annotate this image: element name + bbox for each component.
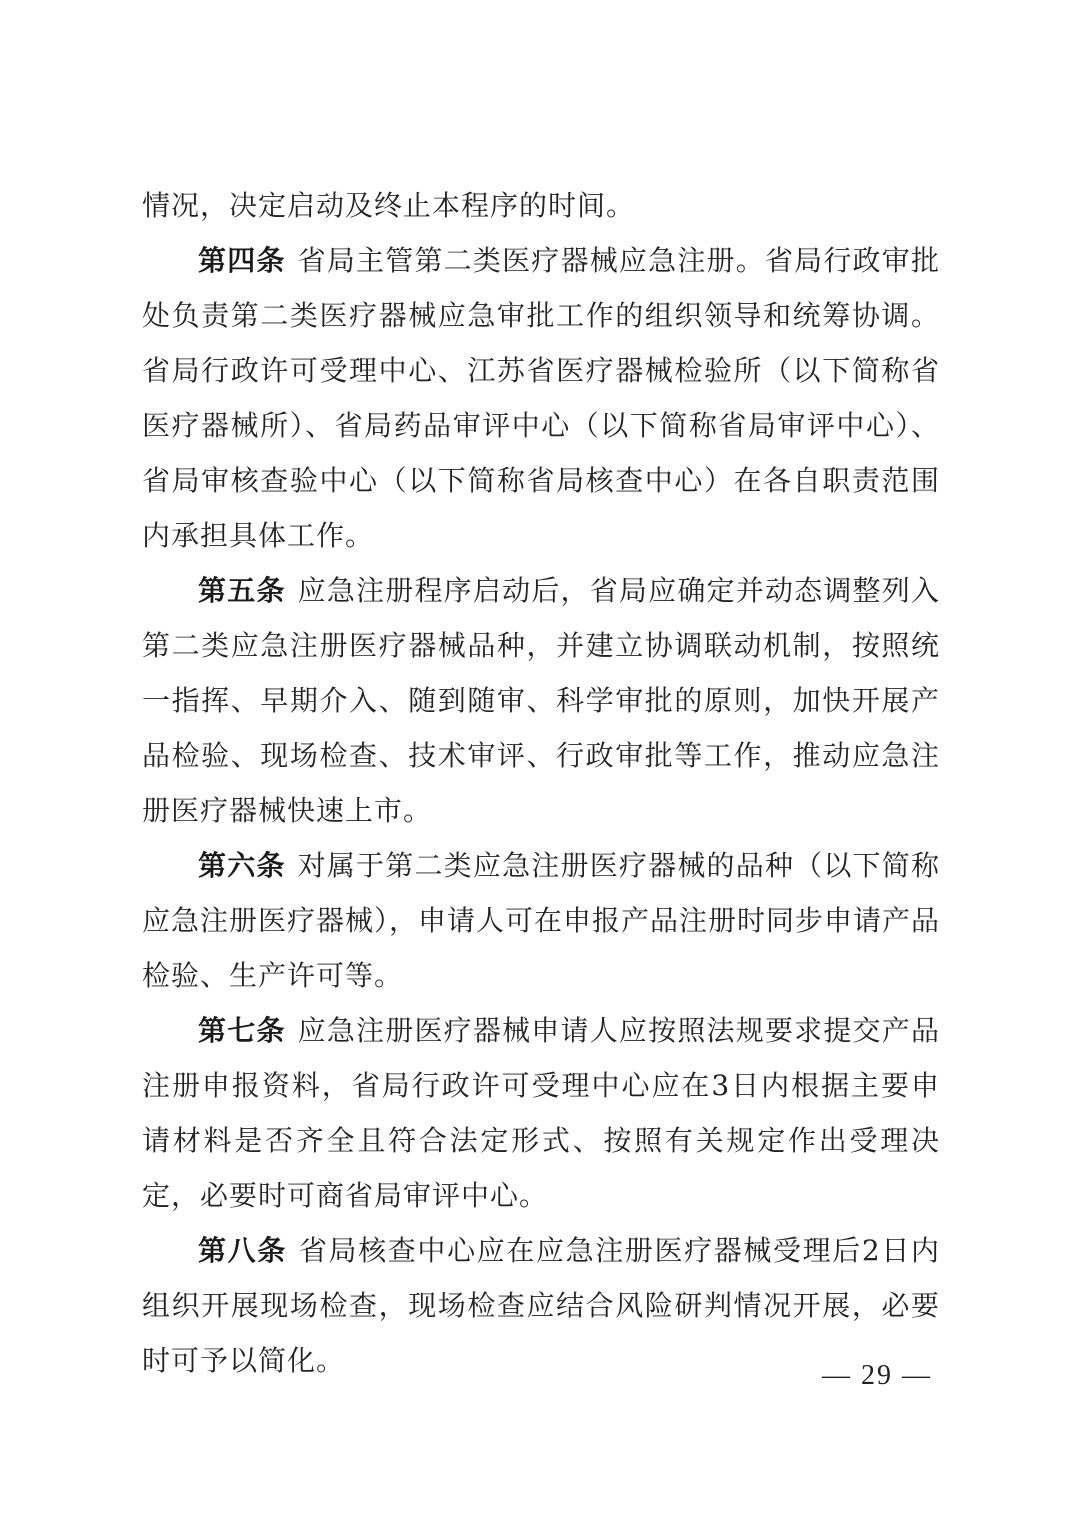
article-heading: 第四条 <box>198 244 286 277</box>
article-heading: 第七条 <box>198 1014 286 1047</box>
article-5 <box>142 563 940 838</box>
article-7 <box>142 1003 940 1223</box>
article-text: 对属于第二类应急注册医疗器械的品种（以下简称应急注册医疗器械），申请人可在申报产品注册时同步申请产品检验、生产许可等。 <box>142 849 941 992</box>
article-heading: 第六条 <box>198 849 286 882</box>
article-6 <box>142 838 940 1003</box>
article-heading: 第五条 <box>198 574 286 607</box>
article-text: 省局核查中心应在应急注册医疗器械受理后2日内组织开展现场检查，现场检查应结合风险研判情况开展，必要时可予以简化。 <box>142 1234 940 1377</box>
article-text: 应急注册医疗器械申请人应按照法规要求提交产品注册申报资料，省局行政许可受理中心应在3日内根据主要申请材料是否齐全且符合法定形式、按照有关规定作出受理决定，必要时可商省局审评中心。 <box>142 1014 940 1212</box>
article-text: 省局主管第二类医疗器械应急注册。省局行政审批处负责第二类医疗器械应急审批工作的组织领导和统筹协调。省局行政许可受理中心、江苏省医疗器械检验所（以下简称省医疗器械所）、省局药品审评中心（以下简称省局审评中心）、省局审核查验中心（以下简称省局核查中心）在各自职责范围内承担具体工作。 <box>142 244 940 552</box>
document-body <box>142 178 940 1388</box>
article-4 <box>142 233 940 563</box>
article-8 <box>142 1223 940 1388</box>
page-number: — 29 — <box>822 1360 932 1391</box>
article-heading: 第八条 <box>198 1234 287 1267</box>
intro-paragraph: 情况，决定启动及终止本程序的时间。 <box>142 189 636 222</box>
article-text: 应急注册程序启动后，省局应确定并动态调整列入第二类应急注册医疗器械品种，并建立协调联动机制，按照统一指挥、早期介入、随到随审、科学审批的原则，加快开展产品检验、现场检查、技术审评、行政审批等工作，推动应急注册医疗器械快速上市。 <box>142 574 940 827</box>
